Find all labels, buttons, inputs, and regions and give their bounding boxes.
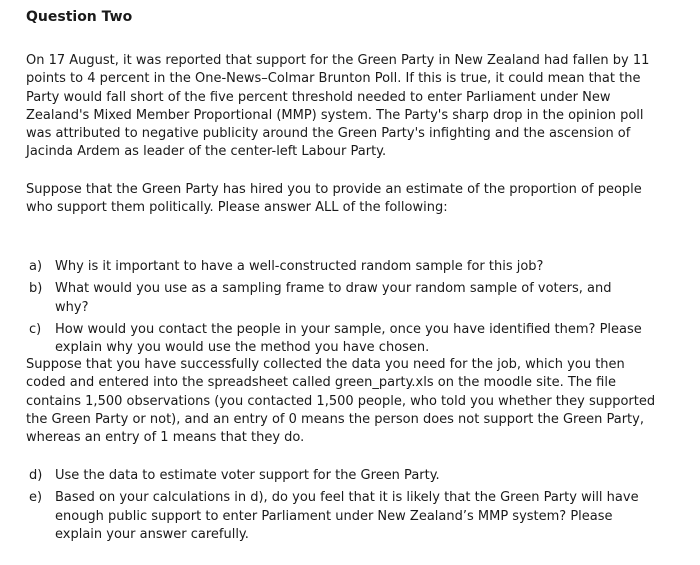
question-text: Based on your calculations in d), do you feel that it is likely that the Green Party will have enough public support to enter Parliament under New Zealand’s MMP system? Please explain your answer carefully. [55,490,639,542]
question-text: How would you contact the people in your sample, once you have identified them? Please explain why you would use the method you have chosen. [55,321,642,356]
question-item-d [29,467,649,485]
question-item-b [29,280,649,317]
question-letter: a) [29,259,43,274]
question-title: Question Two [26,9,133,25]
question-list-part-1 [29,258,649,361]
question-text: What would you use as a sampling frame to draw your random sample of voters, and why? [55,281,612,315]
data-paragraph: Suppose that you have successfully collected the data you need for the job, which you then coded and entered into the spreadsheet called green_party.xls on the moodle site. The file contains 1,500 observations (you contacted 1,500 people, who told you whether they supported the Green Party or not), and an entry of 0 means the person does not support the Green Party, whereas an entry of 1 means that they do. [26,357,656,446]
task-paragraph: Suppose that the Green Party has hired you to provide an estimate of the proportion of people who support them politically. Please answer ALL of the following: [26,182,642,216]
question-letter: d) [29,468,43,483]
question-letter: c) [29,321,42,337]
question-item-a [29,258,649,276]
question-item-c [29,321,649,358]
question-text: Why is it important to have a well-constructed random sample for this job? [55,259,544,274]
question-item-e [29,489,649,544]
question-letter: e) [29,490,43,506]
question-letter: b) [29,281,43,297]
intro-paragraph: On 17 August, it was reported that support for the Green Party in New Zealand had fallen by 11 points to 4 percent in the One-News–Colmar Brunton Poll. If this is true, it could mean that the Party would fall short of the five percent threshold needed to enter Parliament under New Zealand's Mixed Member Proportional (MMP) system. The Party's sharp drop in the opinion poll was attributed to negative publicity around the Green Party's infighting and the ascension of Jacinda Ardem as leader of the center-left Labour Party. [26,53,650,160]
question-text: Use the data to estimate voter support for the Green Party. [55,468,440,483]
question-list-part-2 [29,467,649,548]
